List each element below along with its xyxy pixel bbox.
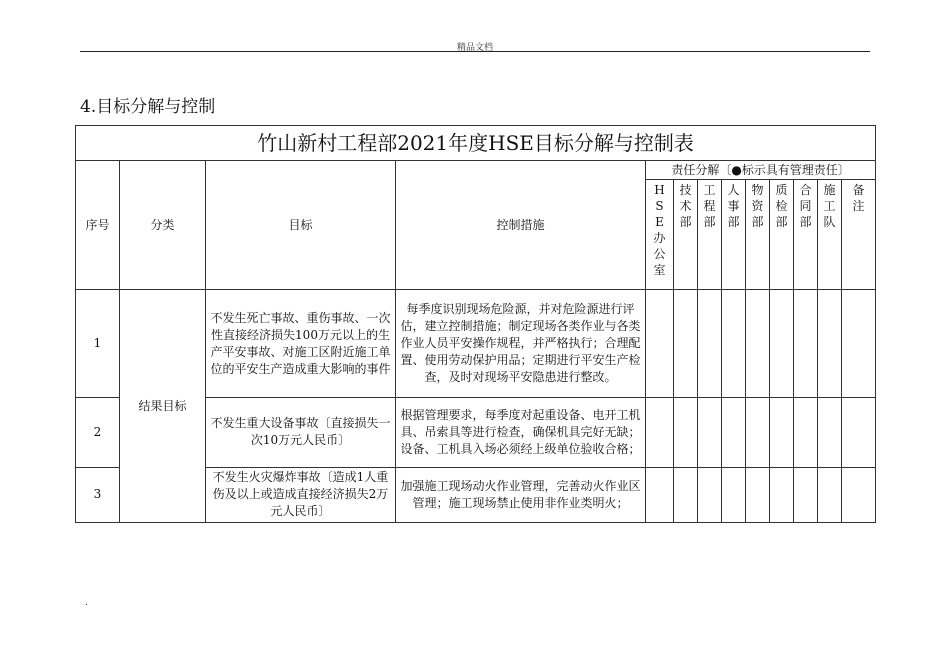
resp-cell — [674, 467, 698, 522]
remark-cell — [842, 397, 876, 467]
footer-mark: . — [85, 598, 88, 608]
resp-cell — [794, 397, 818, 467]
resp-cell — [722, 467, 746, 522]
col-header-seq: 序号 — [76, 161, 120, 290]
resp-cell — [818, 467, 842, 522]
resp-cell — [646, 290, 674, 397]
remark-cell — [842, 290, 876, 397]
resp-cell — [698, 397, 722, 467]
dept-engineering: 工 程 部 — [698, 180, 722, 290]
hse-target-table — [75, 125, 876, 523]
responsibility-header: 责任分解〔●标示具有管理责任〕 — [646, 161, 876, 180]
row-measures: 根据管理要求，每季度对起重设备、电开工机具、吊索具等进行检查，确保机具完好无缺；设备、工机具入场必须经上级单位验收合格； — [396, 397, 646, 467]
dept-hse-office: H S E 办 公 室 — [646, 180, 674, 290]
row-measures: 每季度识别现场危险源，并对危险源进行评估，建立控制措施；制定现场各类作业与各类作业人员平安操作规程，并严格执行；合理配置、使用劳动保护用品；定期进行平安生产检查，及时对现场平安隐患进行整改。 — [396, 290, 646, 397]
page-header: 精品文档 — [456, 43, 493, 53]
resp-cell — [674, 290, 698, 397]
row-target: 不发生死亡事故、重伤事故、一次性直接经济损失100万元以上的生产平安事故、对施工区附近施工单位的平安生产造成重大影响的事件 — [206, 290, 396, 397]
dept-construction-team: 施 工 队 — [818, 180, 842, 290]
row-target: 不发生火灾爆炸事故〔造成1人重伤及以上或造成直接经济损失2万元人民币〕 — [206, 467, 396, 522]
resp-cell — [794, 290, 818, 397]
dept-materials: 物 资 部 — [746, 180, 770, 290]
table-title: 竹山新村工程部2021年度HSE目标分解与控制表 — [76, 126, 876, 161]
remark-cell — [842, 467, 876, 522]
resp-cell — [646, 397, 674, 467]
resp-cell — [770, 467, 794, 522]
resp-cell — [746, 467, 770, 522]
row-seq: 1 — [76, 290, 120, 397]
resp-cell — [698, 467, 722, 522]
remarks-header: 备 注 — [842, 180, 876, 290]
category-cell: 结果目标 — [120, 290, 206, 523]
resp-cell — [818, 397, 842, 467]
resp-cell — [794, 467, 818, 522]
dept-contract: 合 同 部 — [794, 180, 818, 290]
col-header-category: 分类 — [120, 161, 206, 290]
resp-cell — [722, 397, 746, 467]
dept-personnel: 人 事 部 — [722, 180, 746, 290]
col-header-target: 目标 — [206, 161, 396, 290]
resp-cell — [818, 290, 842, 397]
resp-cell — [674, 397, 698, 467]
header-divider — [80, 51, 870, 52]
row-target: 不发生重大设备事故〔直接损失一次10万元人民币〕 — [206, 397, 396, 467]
row-measures: 加强施工现场动火作业管理，完善动火作业区管理；施工现场禁止使用非作业类明火； — [396, 467, 646, 522]
row-seq: 2 — [76, 397, 120, 467]
dept-quality: 质 检 部 — [770, 180, 794, 290]
table-row — [76, 290, 876, 397]
resp-cell — [770, 397, 794, 467]
section-title: 4.目标分解与控制 — [80, 97, 216, 117]
resp-cell — [746, 397, 770, 467]
resp-cell — [646, 467, 674, 522]
resp-cell — [746, 290, 770, 397]
resp-cell — [770, 290, 794, 397]
dept-technical: 技 术 部 — [674, 180, 698, 290]
row-seq: 3 — [76, 467, 120, 522]
resp-cell — [722, 290, 746, 397]
col-header-measures: 控制措施 — [396, 161, 646, 290]
resp-cell — [698, 290, 722, 397]
